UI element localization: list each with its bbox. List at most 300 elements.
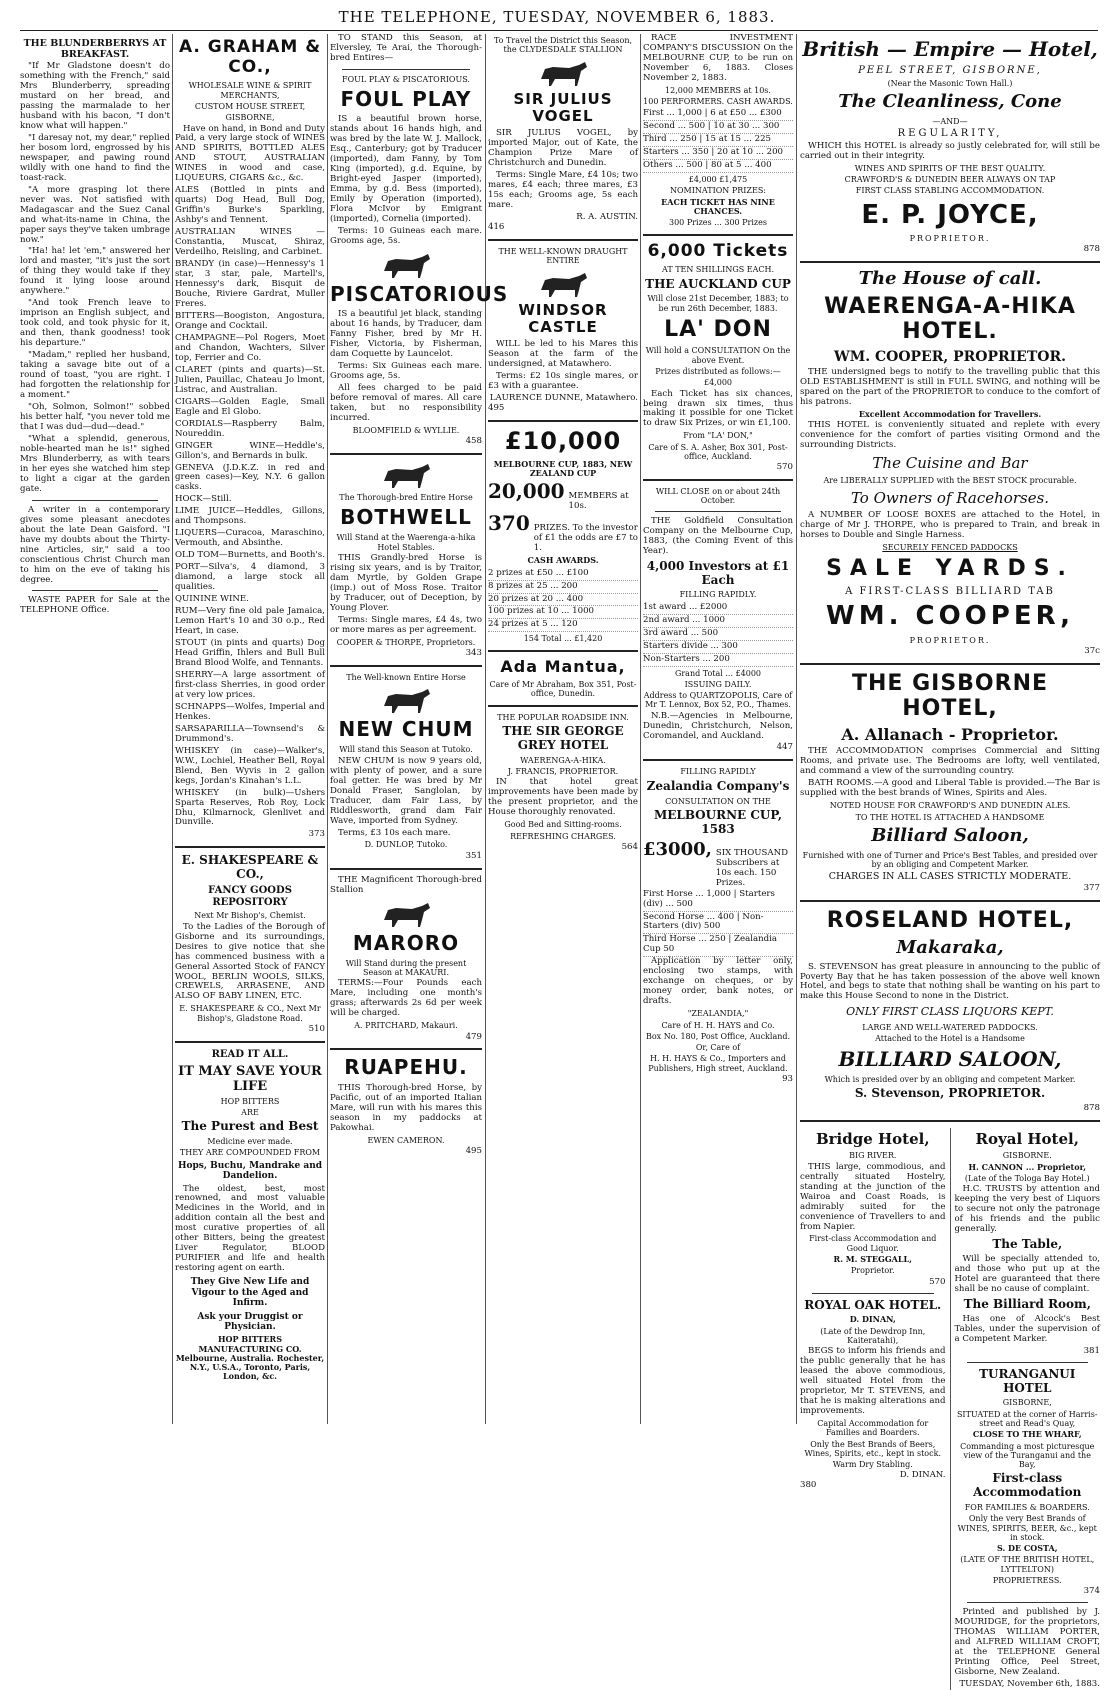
windsor-title: WINDSOR CASTLE bbox=[518, 300, 608, 336]
royal-hotel-billiard: The Billiard Room, bbox=[963, 1296, 1091, 1311]
newchum-location: Will stand this Season at Tutoko. bbox=[339, 745, 473, 755]
agencies: N.B.—Agencies in Melbourne, Dunedin, Christchurch, Nelson, Coromandel, and Auckland. bbox=[643, 710, 793, 741]
ticket-prizes: 300 Prizes ... 300 Prizes bbox=[669, 218, 767, 228]
british-empire-stabling: FIRST CLASS STABLING ACCOMMODATION. bbox=[855, 186, 1045, 196]
vogel-footer: R. A. AUSTIN. bbox=[576, 212, 638, 223]
column-graham bbox=[175, 34, 325, 1430]
cup-prizes-label: PRIZES. To the investor of £1 the odds are £7 to 1. bbox=[533, 523, 638, 554]
royal-hotel-place: GISBORNE. bbox=[1002, 1151, 1052, 1161]
horse-icon bbox=[376, 251, 436, 279]
royal-oak-body: BEGS to inform his friends and the public generally that he has leased the above commodious, well situated Hotel from the proprietor, Mr T. STEVENS, and that he is making alterations and improvements. bbox=[800, 1346, 946, 1417]
greyhotel-good: Good Bed and Sitting-rooms. bbox=[504, 820, 622, 830]
graham-item: HOCK—Still. bbox=[175, 494, 232, 505]
zealandia-name: "ZEALANDIA," bbox=[687, 1009, 749, 1019]
zealandia-award-row: Second Horse ... 400 | Non-Starters (div) 500 bbox=[643, 912, 793, 935]
cash-award-row: 24 prizes at 5 ... 120 bbox=[488, 619, 638, 632]
newchum-body: NEW CHUM is now 9 years old, with plenty of power, and a sure foal getter. He was bred by Mr Donald Fraser, Sanglolan, by Traducer, dam Fair Lass, by Riddlesworth, grand dam Fair Wave, imported from Sydney. bbox=[330, 755, 482, 826]
cup-amount: £10,000 bbox=[504, 427, 622, 456]
graham-item: CORDIALS—Raspberry Balm, Noureddin. bbox=[175, 418, 325, 439]
ad-number: 380 bbox=[800, 1480, 817, 1491]
zealandia-amount: £3000, bbox=[643, 838, 712, 860]
divider bbox=[967, 1362, 1089, 1363]
horse-icon bbox=[376, 461, 436, 489]
greyhotel-place: WAERENGA-A-HIKA. bbox=[520, 755, 606, 765]
race-award-row: First ... 1,000 | 6 at £50 ... £300 bbox=[643, 108, 793, 121]
divider bbox=[330, 1048, 482, 1050]
divider bbox=[488, 420, 638, 422]
british-empire-and: —AND— bbox=[932, 116, 968, 126]
filling-award-row: Starters divide ... 300 bbox=[643, 641, 793, 654]
graham-item: SCHNAPPS—Wolfes, Imperial and Henkes. bbox=[175, 701, 325, 722]
bothwell-footer: COOPER & THORPE, Proprietors. bbox=[336, 637, 476, 647]
paragraph: "Ha! ha! let 'em," answered her lord and master, "it's just the sort of thing they would take if they found it lying loose around anywhere." bbox=[20, 246, 170, 297]
paragraph: "What a splendid, generous, noble-hearted man he is!" sighed Mrs Blunderberry, as with tears in her eyes she watched him step to light a cigar at the garden gate. bbox=[20, 433, 170, 494]
royal-oak-warm: Warm Dry Stabling. bbox=[832, 1460, 913, 1470]
zealandia-box: Box No. 180, Post Office, Auckland. bbox=[645, 1031, 791, 1041]
waerenga-excellent: Excellent Accommodation for Travellers. bbox=[858, 408, 1042, 419]
divider bbox=[967, 1602, 1089, 1603]
royal-hotel-body: H.C. TRUSTS by attention and keeping the very best of Liquors to secure not only the patronage of his friends and the public generally. bbox=[954, 1184, 1100, 1235]
graham-item: LIQUERS—Curacoa, Maraschino, Vermouth, and Absinthe. bbox=[175, 528, 325, 549]
imprint-date: TUESDAY, November 6th, 1883. bbox=[959, 1678, 1100, 1689]
bridge-first: First-class Accommodation and Good Liquor. bbox=[809, 1234, 937, 1253]
bridge-title: Bridge Hotel, bbox=[815, 1130, 930, 1149]
ad-number: 343 bbox=[465, 648, 482, 659]
graham-item: GENEVA (J.D.K.Z. in red and green cases)—Key, N.Y. 6 gallon casks. bbox=[175, 462, 325, 493]
column-rule bbox=[172, 34, 173, 1424]
graham-item: ALES (Bottled in pints and quarts) Dog Head, Bull Dog, Griffin's Burke's Sparkling, Ashby's and Tennent. bbox=[175, 185, 325, 226]
cash-award-row: 100 prizes at 10 ... 1000 bbox=[488, 606, 638, 619]
investors: 4,000 Investors at £1 Each bbox=[646, 558, 790, 587]
british-empire-regularity: REGULARITY, bbox=[897, 128, 1003, 140]
hop-body: The oldest, best, most renowned, and most valuable Medicines in the World, and in addition contain all the best and most curative properties of all other Bitters, being the greatest Liver Regulator, BLOOD PURIFIER and life and health restoring agent on earth. bbox=[175, 1183, 325, 1274]
graham-intro: Have on hand, in Bond and Duty Paid, a very large stock of WINES AND SPIRITS, BOTTLED ALES AND STOUT, AUSTRALIAN WINES in wood and case, LIQUEURS, CIGARS &c., &c. bbox=[175, 123, 325, 184]
bothwell-intro: The Thorough-bred Entire Horse bbox=[339, 493, 473, 503]
newchum-footer: D. DUNLOP, Tutoko. bbox=[364, 840, 448, 850]
roseland-title: ROSELAND HOTEL, bbox=[826, 908, 1074, 934]
cash-total: 154 Total ... £1,420 bbox=[523, 634, 603, 644]
bothwell-location: Will Stand at the Waerenga-a-hika Hotel Stables. bbox=[336, 533, 476, 552]
hop-druggist: Ask your Druggist or Physician. bbox=[197, 1311, 303, 1332]
maroro-body: TERMS:—Four Pounds each Mare, including one month's grass; afterwards 2s 6d per week will be charged. bbox=[330, 978, 482, 1019]
maroro-location: Will Stand during the present Season at MAKAURI. bbox=[345, 958, 467, 978]
ad-number: 479 bbox=[465, 1031, 482, 1042]
ada-mantua-title: Ada Mantua, bbox=[500, 656, 626, 676]
race-performers: 100 PERFORMERS. CASH AWARDS. bbox=[643, 97, 793, 107]
top-rule bbox=[20, 30, 1098, 31]
vogel-intro: To Travel the District this Season, the CLYDESDALE STALLION bbox=[493, 36, 633, 55]
royal-oak-capital: Capital Accommodation for Families and Boarders. bbox=[817, 1418, 929, 1438]
cash-award-row: 20 prizes at 20 ... 400 bbox=[488, 594, 638, 607]
divider bbox=[800, 261, 1100, 263]
ada-mantua-sub: Care of Mr Abraham, Box 351, Post-office, Dunedin. bbox=[489, 680, 637, 699]
shakespeare-location: Next Mr Bishop's, Chemist. bbox=[194, 911, 306, 921]
cup-members-row bbox=[488, 480, 638, 512]
filling-award-list bbox=[643, 602, 793, 667]
hop-compounded: THEY ARE COMPOUNDED FROM bbox=[179, 1148, 321, 1158]
column-consultations bbox=[643, 34, 793, 1430]
maroro-intro: THE Magnificent Thorough-bred Stallion bbox=[330, 874, 482, 895]
turanganui-title: TURANGANUI HOTEL bbox=[979, 1366, 1076, 1395]
divider bbox=[643, 479, 793, 481]
column-rule bbox=[327, 34, 328, 1424]
zealandia-or: Or, Care of bbox=[695, 1043, 741, 1053]
auckland-close: Will close 21st December, 1883; to be run 26th December, 1883. bbox=[647, 294, 789, 313]
divider bbox=[330, 868, 482, 870]
hop-read: READ IT ALL. bbox=[211, 1048, 289, 1060]
zealandia-care: Care of H. H. HAYS and Co. bbox=[661, 1020, 775, 1030]
waerenga-boxes: A NUMBER OF LOOSE BOXES are attached to the Hotel, in charge of Mr J. THORPE, who is prepared to Train, and break in horses to Double and Single Harness. bbox=[800, 510, 1100, 541]
greyhotel-title: THE SIR GEORGE GREY HOTEL bbox=[502, 724, 624, 752]
shakespeare-body: To the Ladies of the Borough of Gisborne and its surroundings, Desires to give notice that she has commenced business with a General Assorted Stock of FANCY WOOL, BERLIN WOOLS, SILKS, CREWELS, ARRASENE, AND ALSO OF BABY LINEN, ETC. bbox=[175, 921, 325, 1002]
column-hotels bbox=[800, 34, 1100, 1689]
shakespeare-title: E. SHAKESPEARE & CO., bbox=[181, 853, 319, 882]
waerenga-proprietor: PROPRIETOR. bbox=[909, 635, 991, 645]
ad-number: 374 bbox=[1083, 1586, 1100, 1597]
divider bbox=[812, 1293, 934, 1294]
ad-number: 377 bbox=[1083, 883, 1100, 894]
la-don-care: Care of S. A. Asher, Box 301, Post-office, Auckland. bbox=[648, 442, 788, 461]
foulplay-body: IS a beautiful brown horse, stands about 16 hands high, and was bred by the late W. J. Mallock, Esq., Canterbury; got by Traducer (imported), dam Fanny, by Tom King (imported), g.d. Equine, by Bright-eyed Jasper (imported), Emma, by g.d. Bess (imported), Emily by Operation (imported), Flora McIvor by Emigrant (imported), Cornelia (imported). bbox=[330, 114, 482, 225]
imprint: Printed and published by J. MOURIDGE, for the proprietors, THOMAS WILLIAM PORTER, and ALFRED WILLIAM CROFT, at the TELEPHONE General Printing Office, Peel Street, Gisborne, New Zealand. bbox=[954, 1607, 1100, 1678]
zealandia-hays: H. H. HAYS & Co., Importers and Publishers, High street, Auckland. bbox=[648, 1054, 788, 1073]
greyhotel-proprietor: J. FRANCIS, PROPRIETOR. bbox=[507, 767, 619, 777]
cup-prizes-row bbox=[488, 512, 638, 554]
divider bbox=[330, 453, 482, 455]
bridge-body: THIS large, commodious, and centrally situated Hostelry, standing at the junction of the Wairoa and Coast Roads, is admirably suited for the convenience of Travellers to and from Napier. bbox=[800, 1161, 946, 1232]
divider bbox=[32, 500, 158, 501]
ad-number: 447 bbox=[776, 742, 793, 753]
british-empire-name: E. P. JOYCE, bbox=[861, 199, 1039, 230]
zealandia-cup: MELBOURNE CUP, 1583 bbox=[653, 807, 783, 836]
bridge-proprietor: Proprietor. bbox=[850, 1266, 895, 1276]
cash-award-row: 2 prizes at £50 ... £100 bbox=[488, 568, 638, 581]
greyhotel-refresh: REFRESHING CHARGES. bbox=[510, 831, 616, 841]
graham-item: SARSAPARILLA—Townsend's & Drummond's. bbox=[175, 723, 325, 744]
roseland-place: Makaraka, bbox=[896, 936, 1004, 958]
zealandia-body: Application by letter only, enclosing two stamps, with exchange on cheques, or by money order, bank notes, or drafts. bbox=[643, 956, 793, 1007]
waste-paper-notice: WASTE PAPER for Sale at the TELEPHONE Office. bbox=[20, 595, 170, 616]
british-empire-clean: The Cleanliness, Cone bbox=[838, 91, 1062, 113]
piscatorious-more: All fees charged to be paid before removal of mares. All care taken, but no responsibility incurred. bbox=[330, 382, 482, 423]
divider bbox=[643, 234, 793, 236]
bothwell-body: THIS Grandly-bred Horse is rising six years, and is by Traitor, dam Myrtle, by Golden Grape (imp.) out of Moss Rose. Traitor by Traducer, out of Deception, by Young Plover. bbox=[330, 553, 482, 613]
maroro-footer: A. PRITCHARD, Makauri. bbox=[354, 1021, 458, 1031]
cup-members-count: 20,000 bbox=[488, 479, 565, 504]
la-don-body: Each Ticket has six chances, being drawn six times, thus making it possible for one Ticket to draw Six Prizes, or win £1,100. bbox=[643, 388, 793, 429]
filling-award-row: Non-Starters ... 200 bbox=[643, 654, 793, 667]
gisborne-hotel-attached: TO THE HOTEL IS ATTACHED A HANDSOME bbox=[855, 812, 1045, 822]
turanganui-close: CLOSE TO THE WHARF, bbox=[972, 1429, 1082, 1440]
ruapehu-footer: EWEN CAMERON. bbox=[367, 1135, 445, 1145]
divider bbox=[32, 590, 158, 591]
turanganui-proprietress: PROPRIETRESS. bbox=[992, 1575, 1062, 1585]
royal-hotel-late: (Late of the Tologa Bay Hotel.) bbox=[964, 1173, 1090, 1183]
paragraph: "Madam," replied her husband, taking a savage bite out of a round of toast, "you are right. I had forgotten the relationship for a moment." bbox=[20, 350, 170, 401]
la-don-total: £4,000 bbox=[704, 378, 732, 388]
graham-item: AUSTRALIAN WINES — Constantia, Muscat, Shiraz, Verdeilho, Reisling, and Carbinet. bbox=[175, 227, 325, 258]
divider bbox=[800, 900, 1100, 902]
waerenga-body: THE undersigned begs to notify to the travelling public that this OLD ESTABLISHMENT is still in FULL SWING, and nothing will be spared on the part of the PROPRIETOR to conduce to the comfort of his patrons. bbox=[800, 367, 1100, 407]
divider bbox=[175, 1041, 325, 1043]
royal-oak-name: D. DINAN, bbox=[849, 1314, 896, 1325]
paragraph: "I daresay not, my dear," replied her bosom lord, engrossed by his newspaper, and pawing round wildly with one hand to find the toast-rack. bbox=[20, 132, 170, 183]
graham-title: A. GRAHAM & CO., bbox=[178, 37, 322, 77]
royal-oak-footer: D. DINAN. bbox=[899, 1470, 946, 1481]
story-heading: THE BLUNDERBERRYS AT BREAKFAST. bbox=[23, 38, 167, 61]
hop-best: The Purest and Best bbox=[181, 1119, 319, 1134]
ad-number: 564 bbox=[621, 841, 638, 852]
divider bbox=[488, 705, 638, 707]
la-don-sub: Will hold a CONSULTATION On the above Event. bbox=[645, 346, 791, 365]
roseland-attached: Attached to the Hotel is a Handsome bbox=[875, 1034, 1025, 1044]
british-empire-wines: WINES AND SPIRITS OF THE BEST QUALITY. bbox=[854, 163, 1046, 173]
roseland-body: S. STEVENSON has great pleasure in announcing to the public of Poverty Bay that he has taken possession of the above well known Hotel, and begs to state that nothing shall be wanting on his part to make this House Second to none in the District. bbox=[800, 961, 1100, 1002]
zealandia-award-list bbox=[643, 889, 793, 958]
column-clydesdale bbox=[488, 34, 638, 1430]
waerenga-supplied: Are LIBERALLY SUPPLIED with the BEST STOCK procurable. bbox=[823, 476, 1077, 486]
turanganui-late: (LATE OF THE BRITISH HOTEL, LYTTELTON) bbox=[960, 1555, 1095, 1574]
ad-number: 381 bbox=[1083, 1345, 1100, 1356]
waerenga-billiard: A FIRST-CLASS BILLIARD TAB bbox=[845, 585, 1055, 597]
shakespeare-footer: E. SHAKESPEARE & CO., Next Mr Bishop's, Gladstone Road. bbox=[179, 1004, 321, 1023]
newchum-terms: Terms, £3 10s each mare. bbox=[338, 827, 451, 838]
la-don-title: LA' DON bbox=[664, 316, 772, 342]
race-award-row: Others ... 500 | 80 at 5 ... 400 bbox=[643, 160, 793, 173]
british-empire-title: British — Empire — Hotel, bbox=[802, 37, 1098, 61]
british-empire-street: PEEL STREET, GISBORNE, bbox=[858, 65, 1042, 77]
zealandia-consult: CONSULTATION ON THE bbox=[665, 796, 771, 806]
divider bbox=[330, 665, 482, 667]
graham-item: GINGER WINE—Heddle's, Gillon's, and Bernards in bulk. bbox=[175, 440, 325, 461]
british-empire-beer: CRAWFORD'S & DUNEDIN BEER ALWAYS ON TAP bbox=[844, 174, 1056, 184]
race-members: 12,000 MEMBERS at 10s. bbox=[665, 85, 771, 95]
vogel-body: SIR JULIUS VOGEL, by imported Major, out of Kate, the Champion Prize Mare of Christchurch and Dunedin. bbox=[488, 128, 638, 169]
divider bbox=[175, 846, 325, 848]
gisborne-hotel-furnished: Furnished with one of Turner and Price's Best Tables, and presided over by an obliging and Competent Marker. bbox=[802, 850, 1098, 869]
column-rule bbox=[796, 34, 797, 1424]
nomination-heading: NOMINATION PRIZES: bbox=[670, 186, 766, 196]
paragraph: A writer in a contemporary gives some pleasant anecdotes about the late Dean Gaisford. "I have my doubts about the Thirty-nine Articles, sir," said a too conscientious Christ Church man to him on the eve of taking his degree. bbox=[20, 504, 170, 585]
turanganui-families: FOR FAMILIES & BOARDERS. bbox=[964, 1503, 1090, 1513]
vogel-terms: Terms: Single Mare, £4 10s; two mares, £4 each; three mares, £3 15s each; Grooms age, 5s each mare. bbox=[488, 170, 638, 211]
race-heading: RACE INVESTMENT COMPANY'S DISCUSSION On the MELBOURNE CUP, to be run on November 6, 1883. Closes November 2, 1883. bbox=[643, 33, 793, 83]
gisborne-hotel-proprietor: A. Allanach - Proprietor. bbox=[841, 724, 1059, 744]
royal-hotel-billiard-body: Has one of Alcock's Best Tables, under the supervision of a Competent Marker. bbox=[954, 1313, 1100, 1344]
roseland-stevenson: S. Stevenson, PROPRIETOR. bbox=[854, 1086, 1046, 1101]
ad-number: 570 bbox=[929, 1276, 946, 1287]
british-empire-near: (Near the Masonic Town Hall.) bbox=[887, 78, 1013, 88]
vogel-title: SIR JULIUS VOGEL bbox=[513, 89, 613, 125]
hop-title: IT MAY SAVE YOUR LIFE bbox=[178, 1063, 322, 1094]
la-don-from: From "LA' DON," bbox=[683, 431, 753, 441]
horse-icon bbox=[376, 900, 436, 928]
royal-turanganui-column bbox=[955, 1128, 1101, 1690]
six-thousand-sub: AT TEN SHILLINGS EACH. bbox=[661, 265, 774, 275]
ad-number: 878 bbox=[1083, 243, 1100, 254]
graham-item: WHISKEY (in bulk)—Ushers Sparta Reserves, Rob Roy, Lock Dhu, Kilmarnock, Glenlivet and Dunville. bbox=[175, 787, 325, 828]
ad-number: 495 bbox=[488, 403, 505, 414]
cash-award-row: 8 prizes at 25 ... 200 bbox=[488, 581, 638, 594]
graham-street: CUSTOM HOUSE STREET, bbox=[194, 101, 306, 111]
roseland-large: LARGE AND WELL-WATERED PADDOCKS. bbox=[862, 1023, 1038, 1033]
graham-item: CHAMPAGNE—Pol Rogers, Moet and Chandon, Wachters, Silver top, Ferrier and Co. bbox=[175, 332, 325, 363]
hop-give: They Give New Life and Vigour to the Aged and Infirm. bbox=[190, 1277, 310, 1309]
gisborne-hotel-charges: CHARGES IN ALL CASES STRICTLY MODERATE. bbox=[828, 871, 1072, 883]
gisborne-hotel-title: THE GISBORNE HOTEL, bbox=[851, 670, 1049, 722]
newchum-title: NEW CHUM bbox=[338, 717, 474, 742]
newchum-intro: The Well-known Entire Horse bbox=[346, 673, 466, 682]
piscatorious-title: PISCATORIOUS bbox=[330, 281, 509, 306]
divider bbox=[488, 239, 638, 241]
waerenga-cuisine: The Cuisine and Bar bbox=[872, 454, 1028, 473]
divider bbox=[800, 663, 1100, 665]
royal-hotel-cannon: H. CANNON ... Proprietor, bbox=[968, 1161, 1086, 1172]
turanganui-view: Commanding a most picturesque view of the Turanganui and the Bay, bbox=[960, 1441, 1095, 1470]
shakespeare-subtitle: FANCY GOODS REPOSITORY bbox=[208, 885, 292, 908]
graham-item: CLARET (pints and quarts)—St. Julien, Pauillac, Chateau Jo lmont, Listrac, and Australian. bbox=[175, 364, 325, 395]
turanganui-place: GISBORNE, bbox=[1002, 1398, 1052, 1408]
graham-item-list bbox=[175, 186, 325, 828]
will-close: WILL CLOSE on or about 24th October. bbox=[655, 487, 781, 506]
ad-number: 510 bbox=[308, 1023, 325, 1034]
graham-item: CIGARS—Golden Eagle, Small Eagle and El Globo. bbox=[175, 396, 325, 417]
greyhotel-body: IN that hotel great improvements have been made by the present proprietor, and the House thoroughly renovated. bbox=[488, 777, 638, 818]
column-rule bbox=[485, 34, 486, 1424]
foulplay-terms: Terms: 10 Guineas each mare. Grooms age, 5s. bbox=[330, 226, 482, 246]
graham-item: SHERRY—A large assortment of first-class Sherries, in good order at very low prices. bbox=[175, 669, 325, 700]
race-award-row: Second ... 500 | 10 at 30 ... 300 bbox=[643, 121, 793, 134]
horse-icon bbox=[533, 59, 593, 87]
royal-hotel-table-body: Will be specially attended to, and those who put up at the Hotel are guaranteed that there shall be no cause of complaint. bbox=[954, 1253, 1100, 1294]
divider bbox=[655, 511, 781, 512]
ad-number: 458 bbox=[465, 436, 482, 447]
hop-company: HOP BITTERS MANUFACTURING CO. Melbourne, Australia. Rochester, N.Y., U.S.A., Toronto, Paris, London, &c. bbox=[175, 1334, 325, 1382]
auckland-title: THE AUCKLAND CUP bbox=[645, 276, 791, 291]
graham-item: OLD TOM—Burnetts, and Booth's. bbox=[175, 550, 325, 561]
graham-item: LIME JUICE—Heddles, Gillons, and Thompsons. bbox=[175, 506, 325, 527]
turanganui-situated: SITUATED at the corner of Harris-street and Read's Quay, bbox=[956, 1409, 1098, 1428]
filling-rapidly: FILLING RAPIDLY bbox=[680, 767, 756, 777]
address: Address to QUARTZOPOLIS, Care of Mr T. Lennox, Box 52, P.O., Thames. bbox=[643, 691, 793, 710]
column-rule bbox=[640, 34, 641, 1424]
windsor-footer: LAURENCE DUNNE, Matawhero. bbox=[489, 393, 638, 404]
piscatorious-terms: Terms: Six Guineas each mare. Grooms age, 5s. bbox=[330, 360, 482, 381]
ad-number: 373 bbox=[308, 829, 325, 840]
ad-number: 878 bbox=[1083, 1103, 1100, 1114]
race-award-row: Third ... 250 | 15 at 15 ... 225 bbox=[643, 134, 793, 147]
gisborne-hotel-bath: BATH ROOMS.—A good and Liberal Table is provided.—The Bar is supplied with the best brands of Wines, Spirits and Ales. bbox=[800, 778, 1100, 799]
foulplay-both: FOUL PLAY & PISCATORIOUS. bbox=[342, 74, 470, 84]
horse-icon bbox=[533, 270, 593, 298]
column-story bbox=[20, 34, 170, 1430]
maroro-title: MARORO bbox=[352, 930, 460, 955]
ruapehu-title: RUAPEHU. bbox=[344, 1055, 468, 1080]
bridge-royaloak-column bbox=[800, 1128, 951, 1690]
masthead: THE TELEPHONE, TUESDAY, NOVEMBER 6, 1883. bbox=[338, 8, 776, 26]
roseland-billiard: BILLIARD SALOON, bbox=[838, 1046, 1062, 1071]
divider bbox=[342, 69, 470, 70]
waerenga-cooper: WM. COOPER, PROPRIETOR. bbox=[834, 348, 1066, 365]
paragraph: "And took French leave to imprison an English subject, and took cold, and took physic for it, and then, thank goodness! took his departure." bbox=[20, 298, 170, 349]
issuing: ISSUING DAILY. bbox=[684, 679, 752, 689]
zealandia-amount-row bbox=[643, 840, 793, 889]
bridge-river: BIG RIVER. bbox=[849, 1151, 897, 1161]
foulplay-title: FOUL PLAY bbox=[340, 87, 472, 112]
goldfield-heading: THE Goldfield Consultation Company on the Melbourne Cup, 1883, (the Coming Event of this Year). bbox=[643, 515, 793, 556]
turanganui-first: First-class Accommodation bbox=[973, 1471, 1082, 1500]
graham-item: BITTERS—Boogiston, Angostura, Orange and Cocktail. bbox=[175, 310, 325, 331]
horse-icon bbox=[376, 686, 436, 714]
ad-number: 93 bbox=[782, 1073, 793, 1084]
waerenga-sale-yards: SALE YARDS. bbox=[826, 556, 1074, 582]
paragraph: "A more grasping lot there never was. Not satisfied with Madagascar and the Suez Canal and what-its-name in China, the paper says they've taken umbrage now." bbox=[20, 184, 170, 245]
turanganui-name: S. DE COSTA, bbox=[996, 1543, 1058, 1554]
zealandia-title: Zealandia Company's bbox=[646, 778, 790, 793]
zealandia-award-row: Third Horse ... 250 | Zealandia Cup 50 bbox=[643, 934, 793, 957]
filling-award-row: 3rd award ... 500 bbox=[643, 628, 793, 641]
hop-subtitle: HOP BITTERS bbox=[220, 1096, 280, 1106]
race-totals: £4,000 £1,475 bbox=[688, 175, 748, 185]
turanganui-only: Only the very Best Brands of WINES, SPIRITS, BEER, &c., kept in stock. bbox=[957, 1514, 1097, 1542]
six-thousand-title: 6,000 Tickets bbox=[647, 240, 789, 261]
filling-award-row: 1st award ... £2000 bbox=[643, 602, 793, 615]
cup-title: MELBOURNE CUP, 1883, NEW ZEALAND CUP bbox=[493, 458, 633, 479]
gisborne-hotel-billiard: Billiard Saloon, bbox=[871, 824, 1029, 846]
cash-award-list bbox=[488, 568, 638, 633]
paragraph: "If Mr Gladstone doesn't do something with the French," said Mrs Blunderberry, spreading mustard on her bread, and passing the marmalade to her husband with his bacon, "I don't know what will happen." bbox=[20, 61, 170, 131]
waerenga-owners: To Owners of Racehorses. bbox=[850, 488, 1050, 507]
graham-item: PORT—Silva's, 4 diamond, 3 diamond, a large stock all qualities. bbox=[175, 562, 325, 593]
graham-item: WHISKEY (in case)—Walker's, W.W., Lochiel, Heather Bell, Royal Blend, Ben Wyvis in 2 gallon kegs, Jordan's Kinahan's L.L. bbox=[175, 745, 325, 786]
ad-number: 495 bbox=[465, 1145, 482, 1156]
royal-hotel-table: The Table, bbox=[992, 1237, 1063, 1252]
piscatorious-body: IS a beautiful jet black, standing about 16 hands, by Traducer, dam Fanny Fisher, bred by Mr H. Fisher, Victoria, by Fisherman, dam Coquette by Launcelot. bbox=[330, 309, 482, 360]
ad-number: 570 bbox=[776, 462, 793, 473]
graham-item: RUM—Very fine old pale Jamaica, Lemon Hart's 10 and 30 o.p., Red Heart, in case. bbox=[175, 606, 325, 637]
royal-oak-late: (Late of the Dewdrop Inn, Kaiteratahi), bbox=[820, 1326, 926, 1345]
graham-place: GISBORNE, bbox=[225, 113, 275, 123]
cash-heading: CASH AWARDS. bbox=[527, 555, 599, 566]
divider bbox=[800, 1120, 1100, 1122]
ad-number: 37c bbox=[1084, 645, 1100, 656]
ruapehu-body: THIS Thorough-bred Horse, by Pacific, out of an imported Italian Mare, will run with his mares this season in my paddocks at Pakowhai. bbox=[330, 1082, 482, 1133]
royal-hotel-title: Royal Hotel, bbox=[975, 1130, 1079, 1149]
filling-award-row: 2nd award ... 1000 bbox=[643, 615, 793, 628]
graham-item: QUININE WINE. bbox=[175, 594, 249, 605]
roseland-presided: Which is presided over by an obliging and competent Marker. bbox=[824, 1074, 1076, 1084]
hotel-pair bbox=[800, 1128, 1100, 1690]
british-empire-body: WHICH this HOTEL is already so justly celebrated for, will still be carried out in their integrity. bbox=[800, 140, 1100, 161]
piscatorious-footer: BLOOMFIELD & WYLLIE. bbox=[352, 425, 460, 435]
divider bbox=[643, 759, 793, 761]
hop-ingredients: Hops, Buchu, Mandrake and Dandelion. bbox=[177, 1160, 323, 1182]
cup-members-label: MEMBERS at 10s. bbox=[568, 491, 629, 512]
royal-oak-only: Only the Best Brands of Beers, Wines, Spirits, etc., kept in stock. bbox=[804, 1439, 941, 1458]
bridge-name: R. M. STEGGALL, bbox=[833, 1254, 912, 1264]
waerenga-paddocks: SECURELY FENCED PADDOCKS bbox=[882, 543, 1018, 553]
paragraph: "Oh, Solmon, Solmon!" sobbed his better half, "you never told me that I was dud—dud—dead." bbox=[20, 402, 170, 432]
filling: FILLING RAPIDLY. bbox=[679, 590, 757, 600]
bothwell-title: BOTHWELL bbox=[340, 505, 472, 530]
zealandia-subscribers: SIX THOUSAND Subscribers at 10s each. 150 Prizes. bbox=[715, 847, 789, 888]
divider bbox=[488, 650, 638, 652]
graham-item: STOUT (in pints and quarts) Dog Head Griffin, Ihlers and Bull Bull Brand Blood Wolfe, and Tennants. bbox=[175, 638, 325, 668]
roadside-heading: THE POPULAR ROADSIDE INN. bbox=[497, 712, 629, 722]
race-award-list bbox=[643, 108, 793, 173]
waerenga-title: WAERENGA-A-HIKA HOTEL. bbox=[824, 293, 1076, 345]
roseland-only: ONLY FIRST CLASS LIQUORS KEPT. bbox=[846, 1005, 1054, 1019]
